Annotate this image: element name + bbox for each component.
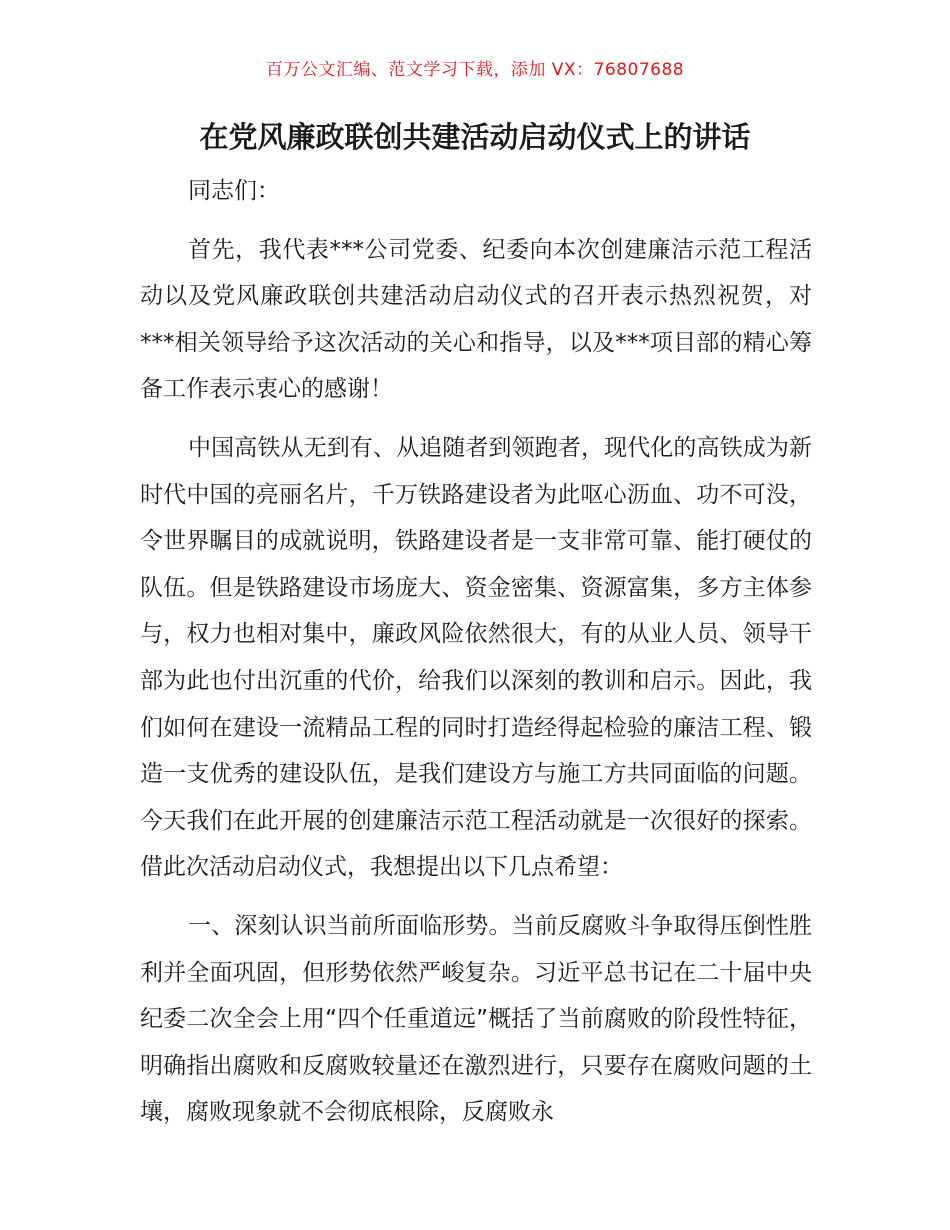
document-body — [140, 168, 812, 1148]
paragraph-opening: 首先，我代表***公司党委、纪委向本次创建廉洁示范工程活动以及党风廉政联创共建活动启动仪式的召开表示热烈祝贺，对***相关领导给予这次活动的关心和指导，以及***项目部的精心筹备工作表示衷心的感谢！ — [140, 236, 812, 403]
salutation: 同志们： — [188, 178, 280, 204]
paragraph-point-one: 一、深刻认识当前所面临形势。当前反腐败斗争取得压倒性胜利并全面巩固，但形势依然严峻复杂。习近平总书记在二十届中央纪委二次全会上用“四个任重道远”概括了当前腐败的阶段性特征，明确指出腐败和反腐败较量还在激烈进行，只要存在腐败问题的土壤，腐败现象就不会彻底根除，反腐败永 — [140, 912, 812, 1126]
document-title: 在党风廉政联创共建活动启动仪式上的讲话 — [199, 120, 751, 154]
header-banner: 百万公文汇编、范文学习下载，添加 VX：76807688 — [265, 60, 685, 80]
paragraph-background: 中国高铁从无到有、从追随者到领跑者，现代化的高铁成为新时代中国的亮丽名片，千万铁路建设者为此呕心沥血、功不可没，令世界瞩目的成就说明，铁路建设者是一支非常可靠、能打硬仗的队伍。但是铁路建设市场庞大、资金密集、资源富集，多方主体参与，权力也相对集中，廉政风险依然很大，有的从业人员、领导干部为此也付出沉重的代价，给我们以深刻的教训和启示。因此，我们如何在建设一流精品工程的同时打造经得起检验的廉洁工程、锻造一支优秀的建设队伍，是我们建设方与施工方共同面临的问题。今天我们在此开展的创建廉洁示范工程活动就是一次很好的探索。借此次活动启动仪式，我想提出以下几点希望： — [140, 434, 812, 881]
